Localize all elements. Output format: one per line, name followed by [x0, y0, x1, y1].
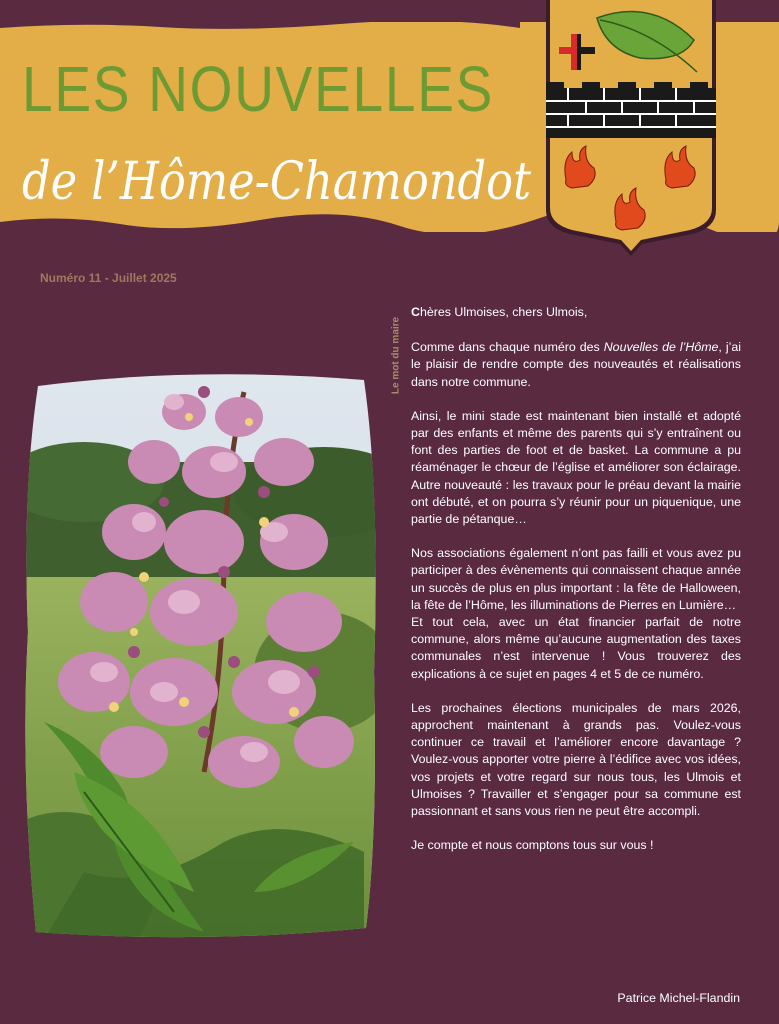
paragraph-1-end: , j’ai le plaisir de rendre compte des nouveautés et réalisations dans notre commune.: [411, 340, 741, 389]
section-label-text: Le mot du maire: [390, 316, 402, 395]
newsletter-subtitle: de l’Hôme-Chamondot: [22, 152, 532, 212]
letter-greeting: [411, 304, 741, 321]
letter-paragraph-2: Ainsi, le mini stade est maintenant bien installé et adopté par des enfants et même des parents qui s’y entraînent ou font des parties de foot et de basket. La commune a pu réaménager le chœur de l’église et améliorer son éclairage. Autre nouveauté : les travaux pour le préau devant la mairie ont débuté, et on pourra s’y réunir pour un piquenique, une partie de pétanque…: [411, 408, 741, 527]
greeting-initial: C: [411, 305, 420, 319]
letter-paragraph-4: Les prochaines élections municipales de mars 2026, approchent maintenant à grands pas. Voulez-vous continuer ce travail et l’améliorer encore davantage ? Voulez-vous apporter votre pierre à l’édifice avec vos idées, vos projets et votre regard sur nous tous, les Ulmois et Ulmoises ? Travailler et s’engager pour sa commune est passionnant et sans vous rien ne peut être accompli.: [411, 700, 741, 819]
wall-icon: [546, 82, 716, 138]
paragraph-1-start: Comme dans chaque numéro des: [411, 340, 604, 355]
flower-photo: [24, 372, 378, 940]
mayor-signature: Patrice Michel-Flandin: [617, 991, 740, 1005]
letter-paragraph-3a: Nos associations également n’ont pas failli et vous avez pu participer à des évènements qui connaissent chaque année un succès de plus en plus important : la fête de Halloween, la fête de l’Hôme, les illuminations de Pierres en Lumière…: [411, 546, 741, 612]
newsletter-title: LES NOUVELLES: [22, 53, 495, 125]
publication-name: Nouvelles de l’Hôme: [603, 340, 719, 355]
coat-of-arms-icon: [542, 0, 720, 258]
issue-number: Numéro 11 - Juillet 2025: [40, 271, 177, 285]
letter-paragraph-3b: Et tout cela, avec un état financier parfait de notre commune, alors même qu’aucune augmentation des taxes communales n’est intervenue ! Vous trouverez des explications à ce sujet en pages 4 et 5 de ce numéro.: [411, 615, 741, 681]
mayor-letter: [411, 304, 741, 871]
greeting-text: hères Ulmoises, chers Ulmois,: [419, 305, 588, 319]
letter-closing: Je compte et nous comptons tous sur vous !: [411, 838, 654, 853]
section-label: [388, 310, 404, 405]
letter-paragraph-1: [411, 339, 741, 391]
